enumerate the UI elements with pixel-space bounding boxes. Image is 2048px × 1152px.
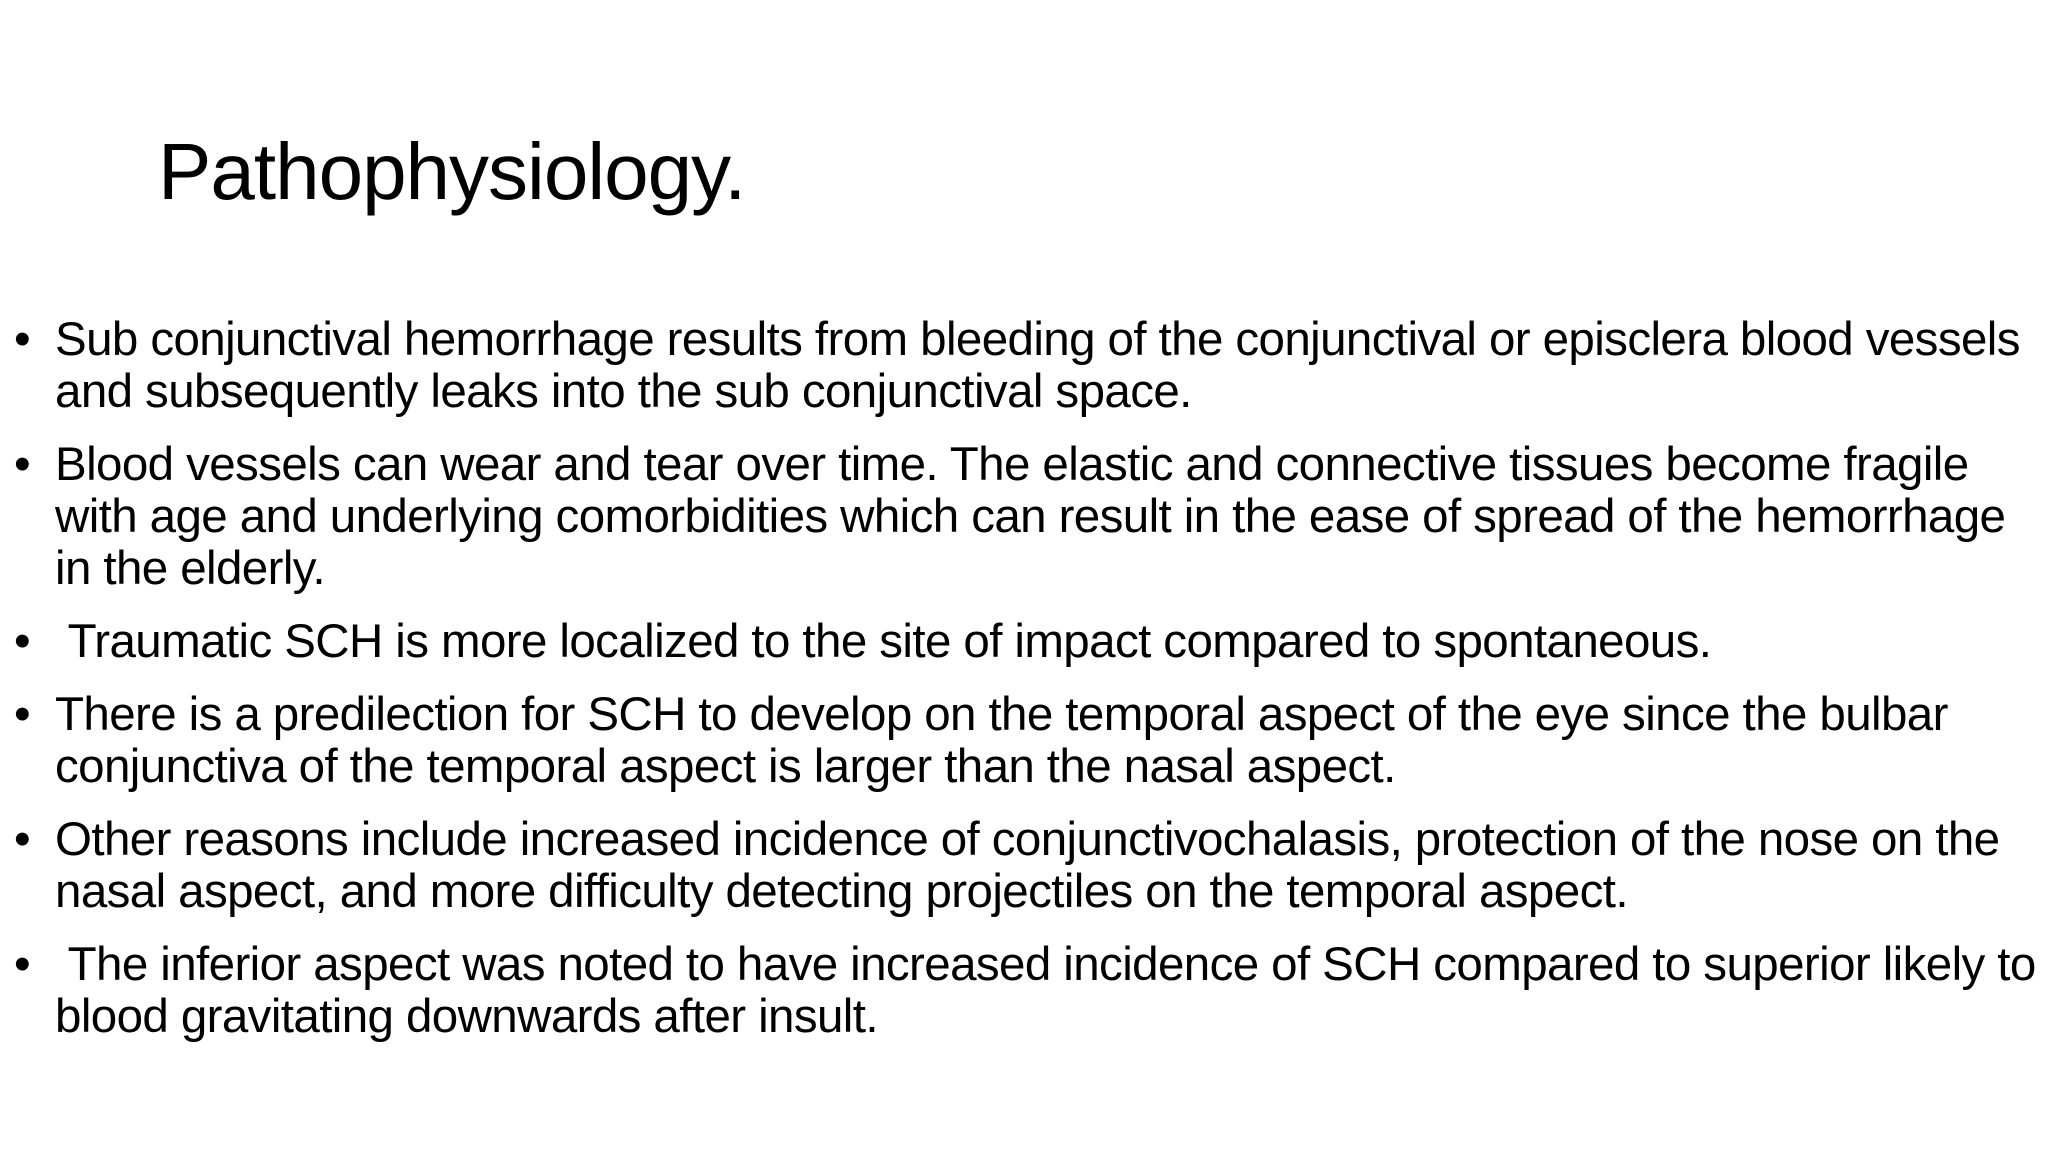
bullet-item: [14, 938, 2048, 1043]
bullet-list: [14, 313, 2048, 1064]
bullet-dot-icon: •: [14, 688, 31, 741]
bullet-text: Sub conjunctival hemorrhage results from bleeding of the conjunctival or episclera blood vessels and subsequently leaks into the sub conjunctival space.: [55, 313, 2020, 418]
bullet-dot-icon: •: [14, 938, 31, 991]
bullet-dot-icon: •: [14, 813, 31, 866]
slide-title: Pathophysiology.: [158, 127, 746, 216]
bullet-text: Blood vessels can wear and tear over time. The elastic and connective tissues become fragile with age and underlying comorbidities which can result in the ease of spread of the hemorrhage in the elderly.: [55, 438, 2006, 595]
bullet-text: Other reasons include increased incidence of conjunctivochalasis, protection of the nose on the nasal aspect, and more difficulty detecting projectiles on the temporal aspect.: [55, 813, 2000, 918]
bullet-dot-icon: •: [14, 313, 31, 366]
bullet-item: [14, 814, 2044, 918]
bullet-item: [14, 314, 2044, 418]
bullet-text: The inferior aspect was noted to have increased incidence of SCH compared to superior likely to blood gravitating downwards after insult.: [55, 938, 2048, 1043]
bullet-item: [14, 439, 2044, 595]
bullet-item: [14, 616, 2044, 668]
bullet-dot-icon: •: [14, 438, 31, 491]
bullet-text: Traumatic SCH is more localized to the site of impact compared to spontaneous.: [55, 615, 1712, 668]
bullet-item: [14, 689, 2044, 793]
bullet-text: There is a predilection for SCH to develop on the temporal aspect of the eye since the bulbar conjunctiva of the temporal aspect is larger than the nasal aspect.: [55, 688, 1948, 793]
bullet-dot-icon: •: [14, 615, 31, 668]
